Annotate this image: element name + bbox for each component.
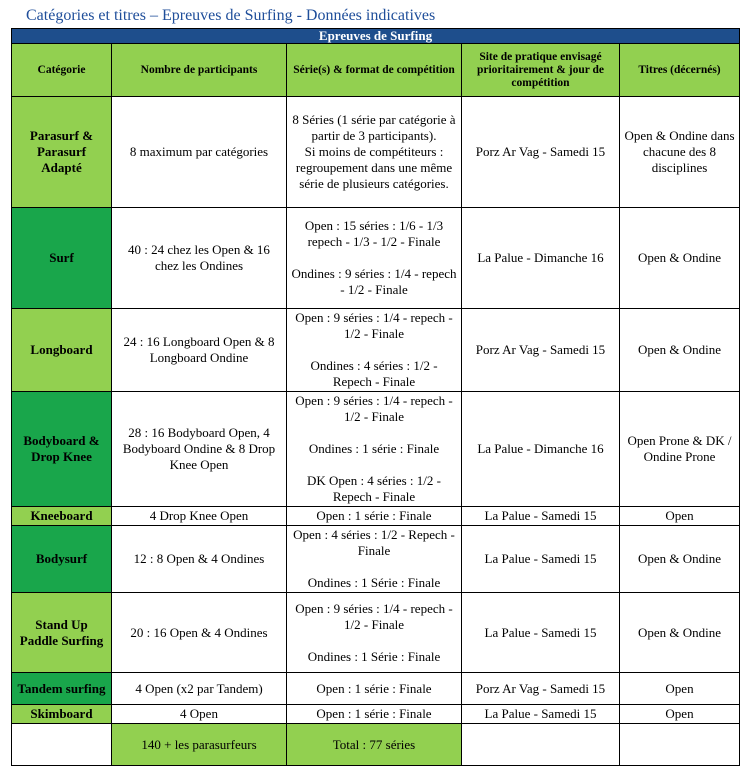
header-series: Série(s) & format de compétition — [287, 44, 462, 97]
header-row — [12, 44, 740, 97]
series-cell: Open : 9 séries : 1/4 - repech - 1/2 - Finale Ondines : 4 séries : 1/2 - Repech - Finale — [287, 309, 462, 392]
titles-cell: Open & Ondine — [620, 593, 740, 673]
table-row — [12, 309, 740, 392]
titles-cell: Open — [620, 507, 740, 526]
table-banner: Epreuves de Surfing — [12, 29, 740, 44]
category-cell: Stand Up Paddle Surfing — [12, 593, 112, 673]
header-site: Site de pratique envisagé prioritairement & jour de compétition — [462, 44, 620, 97]
table-row — [12, 673, 740, 705]
banner-row — [12, 29, 740, 44]
category-cell: Skimboard — [12, 705, 112, 724]
site-cell: Porz Ar Vag - Samedi 15 — [462, 97, 620, 208]
series-cell: Open : 1 série : Finale — [287, 507, 462, 526]
table-row — [12, 392, 740, 507]
site-cell: La Palue - Samedi 15 — [462, 526, 620, 593]
table-row — [12, 507, 740, 526]
participants-cell: 4 Open — [112, 705, 287, 724]
titles-cell: Open Prone & DK / Ondine Prone — [620, 392, 740, 507]
participants-cell: 28 : 16 Bodyboard Open, 4 Bodyboard Ondine & 8 Drop Knee Open — [112, 392, 287, 507]
category-cell: Bodyboard & Drop Knee — [12, 392, 112, 507]
participants-cell: 4 Open (x2 par Tandem) — [112, 673, 287, 705]
series-cell: Open : 9 séries : 1/4 - repech - 1/2 - Finale Ondines : 1 Série : Finale — [287, 593, 462, 673]
site-cell: La Palue - Dimanche 16 — [462, 392, 620, 507]
series-cell: Open : 15 séries : 1/6 - 1/3 repech - 1/3 - 1/2 - Finale Ondines : 9 séries : 1/4 - repech - 1/2 - Finale — [287, 208, 462, 309]
site-cell: La Palue - Samedi 15 — [462, 705, 620, 724]
participants-cell: 20 : 16 Open & 4 Ondines — [112, 593, 287, 673]
totals-empty-site — [462, 724, 620, 766]
participants-cell: 24 : 16 Longboard Open & 8 Longboard Ondine — [112, 309, 287, 392]
totals-empty-category — [12, 724, 112, 766]
titles-cell: Open & Ondine — [620, 208, 740, 309]
participants-cell: 40 : 24 chez les Open & 16 chez les Ondines — [112, 208, 287, 309]
site-cell: Porz Ar Vag - Samedi 15 — [462, 309, 620, 392]
total-series: Total : 77 séries — [287, 724, 462, 766]
series-cell: Open : 1 série : Finale — [287, 673, 462, 705]
titles-cell: Open — [620, 673, 740, 705]
participants-cell: 4 Drop Knee Open — [112, 507, 287, 526]
table-row — [12, 208, 740, 309]
surfing-events-table — [11, 28, 740, 766]
category-cell: Bodysurf — [12, 526, 112, 593]
series-cell: Open : 4 séries : 1/2 - Repech - Finale Ondines : 1 Série : Finale — [287, 526, 462, 593]
header-category: Catégorie — [12, 44, 112, 97]
category-cell: Tandem surfing — [12, 673, 112, 705]
table-row — [12, 705, 740, 724]
category-cell: Surf — [12, 208, 112, 309]
titles-cell: Open & Ondine — [620, 526, 740, 593]
participants-cell: 8 maximum par catégories — [112, 97, 287, 208]
site-cell: Porz Ar Vag - Samedi 15 — [462, 673, 620, 705]
site-cell: La Palue - Samedi 15 — [462, 507, 620, 526]
participants-cell: 12 : 8 Open & 4 Ondines — [112, 526, 287, 593]
header-participants: Nombre de participants — [112, 44, 287, 97]
series-cell: Open : 9 séries : 1/4 - repech - 1/2 - Finale Ondines : 1 série : Finale DK Open : 4 séries : 1/2 - Repech - Finale — [287, 392, 462, 507]
category-cell: Parasurf & Parasurf Adapté — [12, 97, 112, 208]
totals-empty-titles — [620, 724, 740, 766]
series-cell: Open : 1 série : Finale — [287, 705, 462, 724]
titles-cell: Open — [620, 705, 740, 724]
site-cell: La Palue - Samedi 15 — [462, 593, 620, 673]
category-cell: Kneeboard — [12, 507, 112, 526]
category-cell: Longboard — [12, 309, 112, 392]
table-row — [12, 97, 740, 208]
document-title: Catégories et titres – Epreuves de Surfing - Données indicatives — [26, 7, 436, 24]
site-cell: La Palue - Dimanche 16 — [462, 208, 620, 309]
series-cell: 8 Séries (1 série par catégorie à partir de 3 participants). Si moins de compétiteurs : regroupement dans une même série de plusieurs catégories. — [287, 97, 462, 208]
table-row — [12, 526, 740, 593]
totals-row — [12, 724, 740, 766]
header-titles: Titres (décernés) — [620, 44, 740, 97]
titles-cell: Open & Ondine dans chacune des 8 disciplines — [620, 97, 740, 208]
total-participants: 140 + les parasurfeurs — [112, 724, 287, 766]
titles-cell: Open & Ondine — [620, 309, 740, 392]
table-row — [12, 593, 740, 673]
